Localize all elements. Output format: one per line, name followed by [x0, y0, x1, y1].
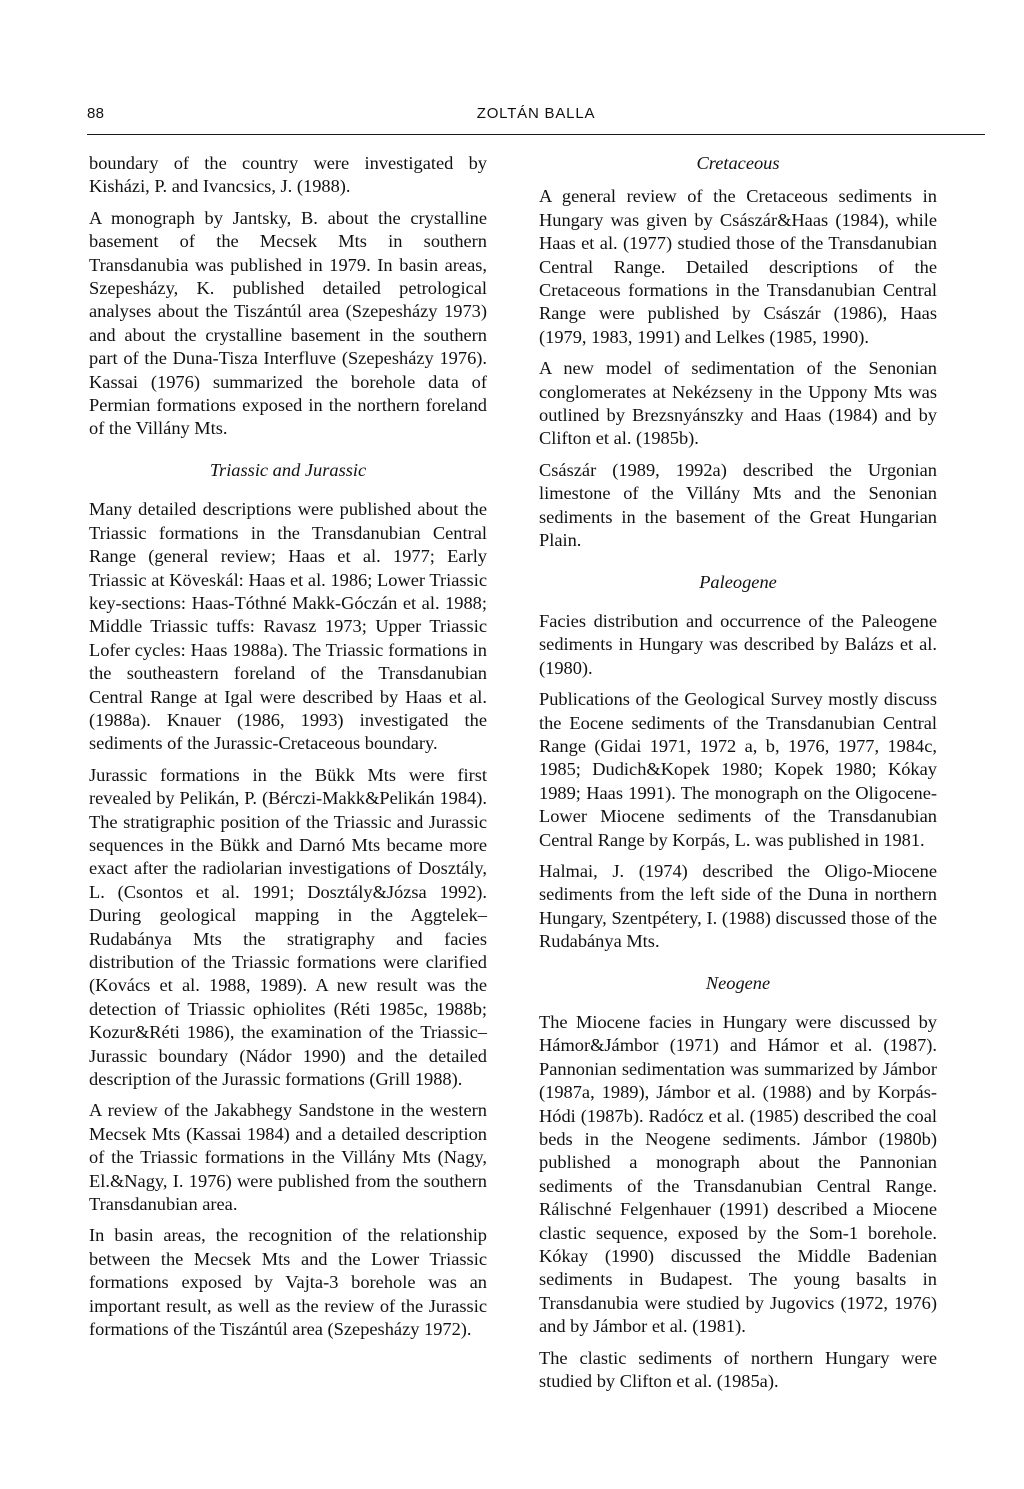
running-title: ZOLTÁN BALLA: [476, 105, 596, 122]
page-number: 88: [87, 105, 105, 122]
paragraph-boundary: boundary of the country were investigated by Kisházi, P. and Ivancsics, J. (1988).: [89, 153, 487, 197]
heading-cretaceous: Cretaceous: [696, 153, 780, 173]
left-column: [89, 152, 487, 1350]
heading-neogene: Neogene: [705, 972, 771, 993]
paragraph-triassic-descriptions: Many detailed descriptions were published about the Triassic formations in the Transdanubian Central Range (general review; Haas et al. 1977; Early Triassic at Köveskál: Haas et al. 1986; Lower Triassic key-sections: Haas-Tóthné Makk-Góczán et al. 1988; Middle Triassic tuffs: Ravasz 1973; Upper Triassic Lofer cycles: Haas 1988a). The Triassic formations in the southeastern foreland of the Transdanubian Central Range at Igal were described by Haas et al. (1988a). Knauer (1986, 1993) investigated the sediments of the Jurassic-Cretaceous boundary.: [89, 499, 487, 754]
paragraph-jakabhegy: A review of the Jakabhegy Sandstone in the western Mecsek Mts (Kassai 1984) and a detailed description of the Triassic formations in the Villány Mts (Nagy, El.&Nagy, I. 1976) were published from the southern Transdanubian area.: [89, 1100, 487, 1215]
heading-paleogene: Paleogene: [699, 571, 777, 592]
paragraph-cretaceous-review: A general review of the Cretaceous sediments in Hungary was given by Császár&Haas (1984), while Haas et al. (1977) studied those of the Transdanubian Central Range. Detailed descriptions of the Cretaceous formations in the Transdanubian Central Range were published by Császár (1986), Haas (1979, 1983, 1991) and Lelkes (1985, 1990).: [539, 186, 937, 347]
paragraph-urgonian: Császár (1989, 1992a) described the Urgonian limestone of the Villány Mts and the Senonian sediments in the basement of the Great Hungarian Plain.: [539, 459, 937, 551]
paragraph-jurassic-bukk: Jurassic formations in the Bükk Mts were first revealed by Pelikán, P. (Bérczi-Makk&Pelikán 1984). The stratigraphic position of the Triassic and Jurassic sequences in the Bükk and Darnó Mts became more exact after the radiolarian investigations of Dosztály, L. (Csontos et al. 1991; Dosztály&Józsa 1992). During geological mapping in the Aggtelek–Rudabánya Mts the stratigraphy and facies distribution of the Triassic formations were clarified (Kovács et al. 1988, 1989). A new result was the detection of Triassic ophiolites (Réti 1985c, 1988b; Kozur&Réti 1986), the examination of the Triassic–Jurassic boundary (Nádor 1990) and the detailed description of the Jurassic formations (Grill 1988).: [89, 764, 487, 1090]
paragraph-basin-areas: In basin areas, the recognition of the relationship between the Mecsek Mts and the Lower Triassic formations exposed by Vajta-3 borehole was an important result, as well as the review of the Jurassic formations of the Tiszántúl area (Szepesházy 1972).: [89, 1225, 487, 1340]
paragraph-paleogene-facies: Facies distribution and occurrence of the Paleogene sediments in Hungary was described by Balázs et al. (1980).: [539, 610, 937, 678]
paragraph-senonian-model: A new model of sedimentation of the Senonian conglomerates at Nekézseny in the Uppony Mts was outlined by Brezsnyánszky and Haas (1984) and by Clifton et al. (1985b).: [539, 358, 937, 449]
paragraph-monograph: A monograph by Jantsky, B. about the crystalline basement of the Mecsek Mts in southern Transdanubia was published in 1979. In basin areas, Szepesházy, K. published detailed petrological analyses about the Tiszántúl area (Szepesházy 1973) and about the crystalline basement in the southern part of the Duna-Tisza Interfluve (Szepesházy 1976). Kassai (1976) summarized the borehole data of Permian formations exposed in the northern foreland of the Villány Mts.: [89, 207, 487, 439]
paragraph-clastic-sediments: The clastic sediments of northern Hungary were studied by Clifton et al. (1985a).: [539, 1347, 937, 1392]
heading-triassic-jurassic: Triassic and Jurassic: [209, 459, 367, 480]
right-column: [539, 152, 937, 1402]
paragraph-geological-survey: Publications of the Geological Survey mostly discuss the Eocene sediments of the Transdanubian Central Range (Gidai 1971, 1972 a, b, 1976, 1977, 1984c, 1985; Dudich&Kopek 1980; Kopek 1980; Kókay 1989; Haas 1991). The monograph on the Oligocene-Lower Miocene sediments of the Transdanubian Central Range by Korpás, L. was published in 1981.: [539, 689, 937, 850]
paragraph-oligo-miocene: Halmai, J. (1974) described the Oligo-Miocene sediments from the left side of the Duna in northern Hungary, Szentpétery, I. (1988) discussed those of the Rudabánya Mts.: [539, 860, 937, 952]
paragraph-miocene-facies: The Miocene facies in Hungary were discussed by Hámor&Jámbor (1971) and Hámor et al. (1987). Pannonian sedimentation was summarized by Jámbor (1987a, 1989), Jámbor et al. (1988) and by Korpás-Hódi (1987b). Radócz et al. (1985) described the coal beds in the Neogene sediments. Jámbor (1980b) published a monograph about the Pannonian sediments of the Transdanubian Central Range. Rálischné Felgenhauer (1991) described a Miocene clastic sequence, exposed by the Som-1 borehole. Kókay (1990) discussed the Middle Badenian sediments in Budapest. The young basalts in Transdanubia were studied by Jugovics (1972, 1976) and by Jámbor et al. (1981).: [539, 1012, 937, 1337]
page-header: [87, 100, 985, 135]
